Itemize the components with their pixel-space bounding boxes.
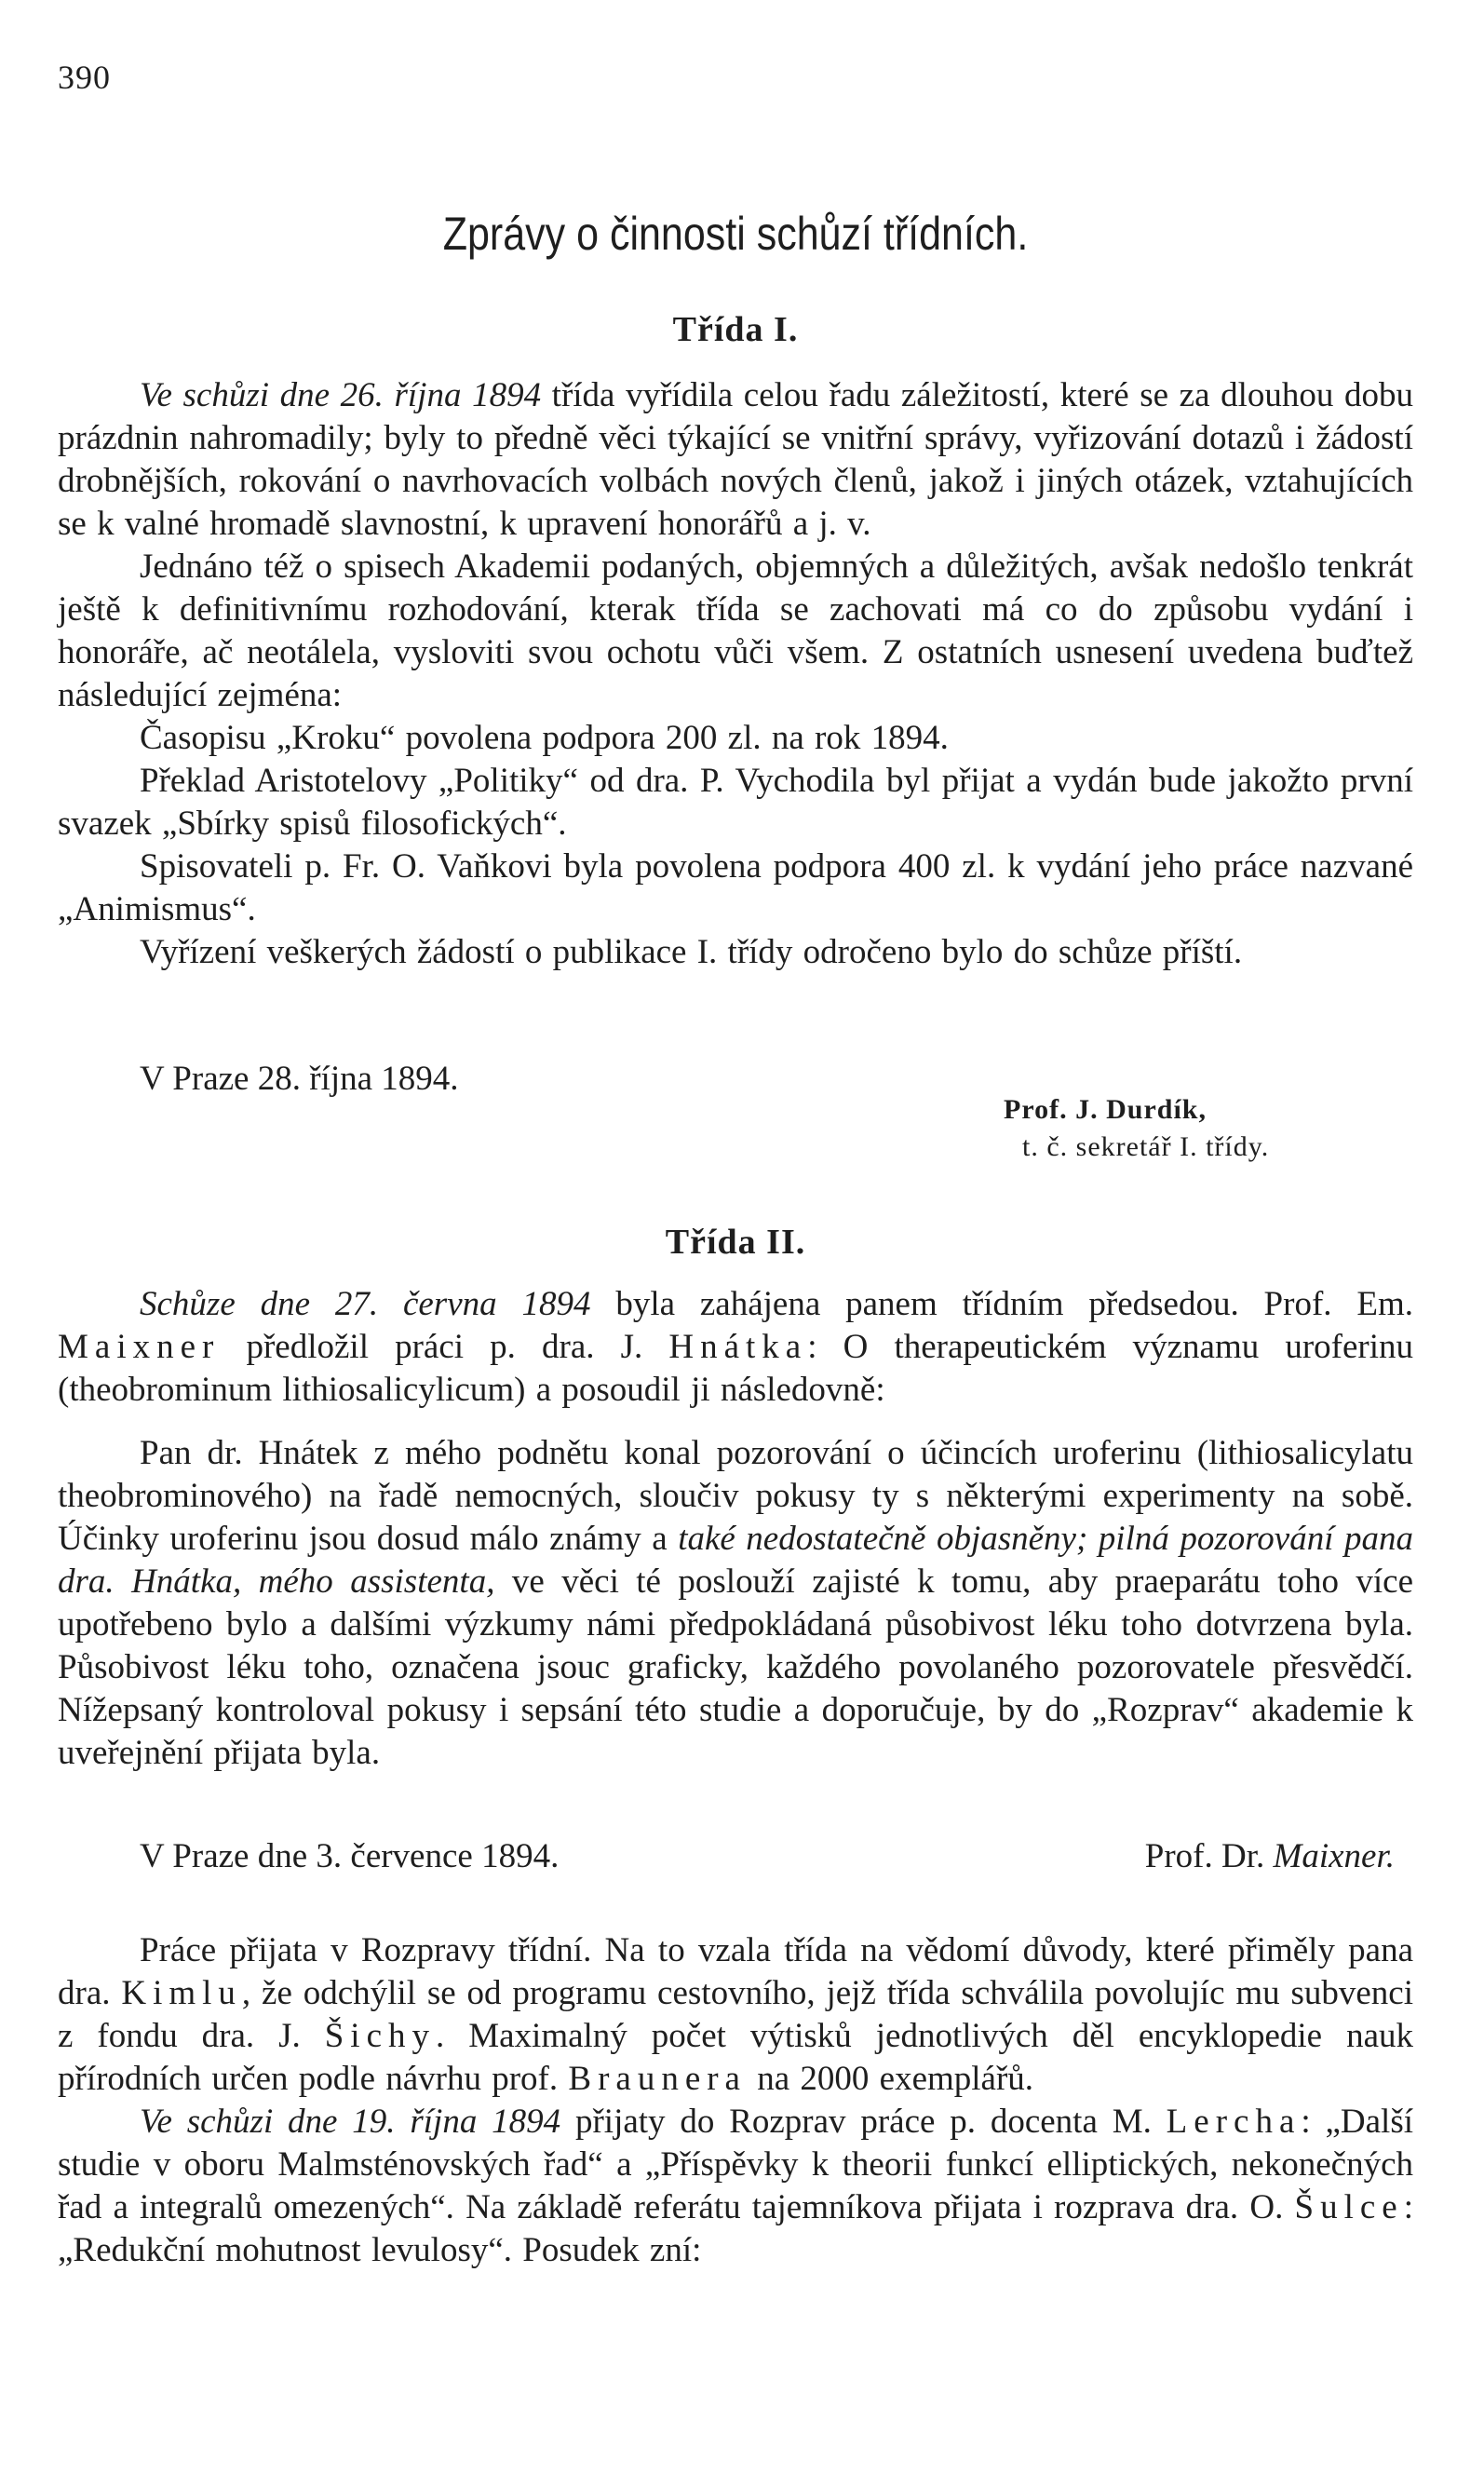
person-name: Braunera <box>568 2060 747 2098</box>
paragraph-text: předložil práci p. dra. J. <box>220 1328 669 1366</box>
section-1-body <box>58 374 1413 974</box>
meeting-date-2: Schůze dne 27. června 1894 <box>140 1285 591 1323</box>
section-2-paragraph-4 <box>58 2101 1413 2272</box>
review-dateline <box>140 1836 1395 1876</box>
person-name: Šulce <box>1294 2188 1404 2226</box>
person-name: Maixner <box>58 1328 221 1366</box>
section-1-place-date: V Praze 28. října 1894. <box>140 1060 459 1098</box>
paragraph-text: . Maximalný počet výtisků jednotlivých děl encyklopedie nauk přírodních určen podle návrhu prof. <box>58 2017 1413 2098</box>
section-heading-trida-1: Třída I. <box>672 310 799 349</box>
signature-role: t. č. sekretář I. třídy. <box>1022 1131 1270 1162</box>
page-number: 390 <box>58 59 111 96</box>
meeting-date-1: Ve schůzi dne 26. října 1894 <box>140 376 542 414</box>
paragraph-text: přijaty do Rozprav práce p. docenta M. <box>560 2103 1167 2141</box>
paragraph-text: : „Další studie v oboru Malmsténovských řad“ a „Příspěvky k theorii funkcí elliptických, nekonečných řad a integralů omezených“. Na základě referátu tajemníkova přijata i rozprava dra. O. <box>58 2103 1413 2226</box>
person-name: Lercha <box>1166 2103 1302 2141</box>
section-2-paragraph-3 <box>58 1929 1413 2101</box>
paragraph-text: Pan dr. Hnátek z mého podnětu konal pozorování o účincích uroferinu (lithiosalicylatu theobrominového) na řadě nemocných, sloučiv pokusy ty s některými experimenty na sobě. Účinky uroferinu jsou dosud málo známy a <box>58 1434 1413 1558</box>
review-signature <box>1145 1836 1395 1876</box>
paragraph-text: ve věci té poslouží zajisté k tomu, aby praeparátu toho více upotřebeno bylo a dalšími výzkumy námi předpokládaná působivost léku toho dotvrzena byla. Působivost léku toho, označena jsouc graficky, každého povolaného pozorovatele přesvědčí. Nížepsaný kontroloval pokusy i sepsání této studie a doporučuje, by do „Rozprav“ akademie k uveřejnění přijata byla. <box>58 1562 1413 1772</box>
italic-text: také nedostatečně objasněny; pilná pozorování pana dra. Hnátka, mého assistenta, <box>58 1520 1413 1601</box>
section-1-paragraph-1 <box>58 374 1413 546</box>
paragraph-text: byla zahájena panem třídním předsedou. Prof. Em. <box>590 1285 1413 1323</box>
paragraph-text: : O therapeutickém významu uroferinu (theobrominum lithiosalicylicum) a posoudil ji následovně: <box>58 1328 1413 1409</box>
signature-name: Prof. J. Durdík, <box>1004 1094 1207 1125</box>
section-1-paragraph-3: Časopisu „Kroku“ povolena podpora 200 zl. na rok 1894. <box>140 719 949 757</box>
section-2-paragraph-1 <box>58 1283 1413 1412</box>
review-quote <box>58 1432 1413 1775</box>
signature-title: Prof. Dr. <box>1144 1837 1274 1875</box>
section-2-body <box>58 1929 1413 2272</box>
review-place-date: V Praze dne 3. července 1894. <box>140 1837 560 1875</box>
paragraph-text: na 2000 exemplářů. <box>746 2060 1034 2098</box>
paragraph-text: Práce přijata v Rozpravy třídní. Na to vzala třída na vědomí důvody, které přiměly pana dra. <box>58 1931 1413 2012</box>
section-1-paragraph-5: Spisovateli p. Fr. O. Vaňkovi byla povolena podpora 400 zl. k vydání jeho práce nazvané „Animismus“. <box>58 847 1413 928</box>
section-1-paragraph-4: Překlad Aristotelovy „Politiky“ od dra. P. Vychodila byl přijat a vydán bude jakožto první svazek „Sbírky spisů filosofických“. <box>58 762 1413 843</box>
section-1-paragraph-2: Jednáno též o spisech Akademii podaných, objemných a důležitých, avšak nedošlo tenkrát ještě k definitivnímu rozhodování, kterak třída se zachovati má co do způsobu vydání i honoráře, ač neotálela, vysloviti svou ochotu vůči všem. Z ostatních usnesení uvedena buďtež následující zejména: <box>58 548 1413 714</box>
person-name: Kimlu <box>121 1974 242 2012</box>
paragraph-text: , že odchýlil se od programu cestovního, jejž třída schválila povolujíc mu subvenci z fondu dra. J. <box>58 1974 1414 2055</box>
section-2-intro <box>58 1283 1413 1412</box>
meeting-date-3: Ve schůzi dne 19. října 1894 <box>140 2103 561 2141</box>
paragraph-text: třída vyřídila celou řadu záležitostí, které se za dlouhou dobu prázdnin nahromadily; byly to předně věci týkající se vnitřní správy, vyřizování dotazů i žádostí drobnějších, rokování o navrhovacích volbách nových členů, jakož i jiných otázek, vztahujících se k valné hromadě slavnostní, k upravení honorářů a j. v. <box>58 376 1413 543</box>
review-paragraph <box>58 1432 1413 1775</box>
section-1-signature <box>1004 1091 1339 1166</box>
paragraph-text: : „Redukční mohutnost levulosy“. Posudek zní: <box>58 2188 1413 2269</box>
section-1-paragraph-6: Vyřízení veškerých žádostí o publikace I. třídy odročeno bylo do schůze příští. <box>140 933 1243 971</box>
signature-name: Maixner. <box>1273 1837 1395 1875</box>
person-name: Hnátka <box>668 1328 808 1366</box>
section-heading-trida-2: Třída II. <box>665 1223 806 1262</box>
page-title: Zprávy o činnosti schůzí třídních. <box>442 208 1029 260</box>
person-name: Šichy <box>324 2017 437 2055</box>
